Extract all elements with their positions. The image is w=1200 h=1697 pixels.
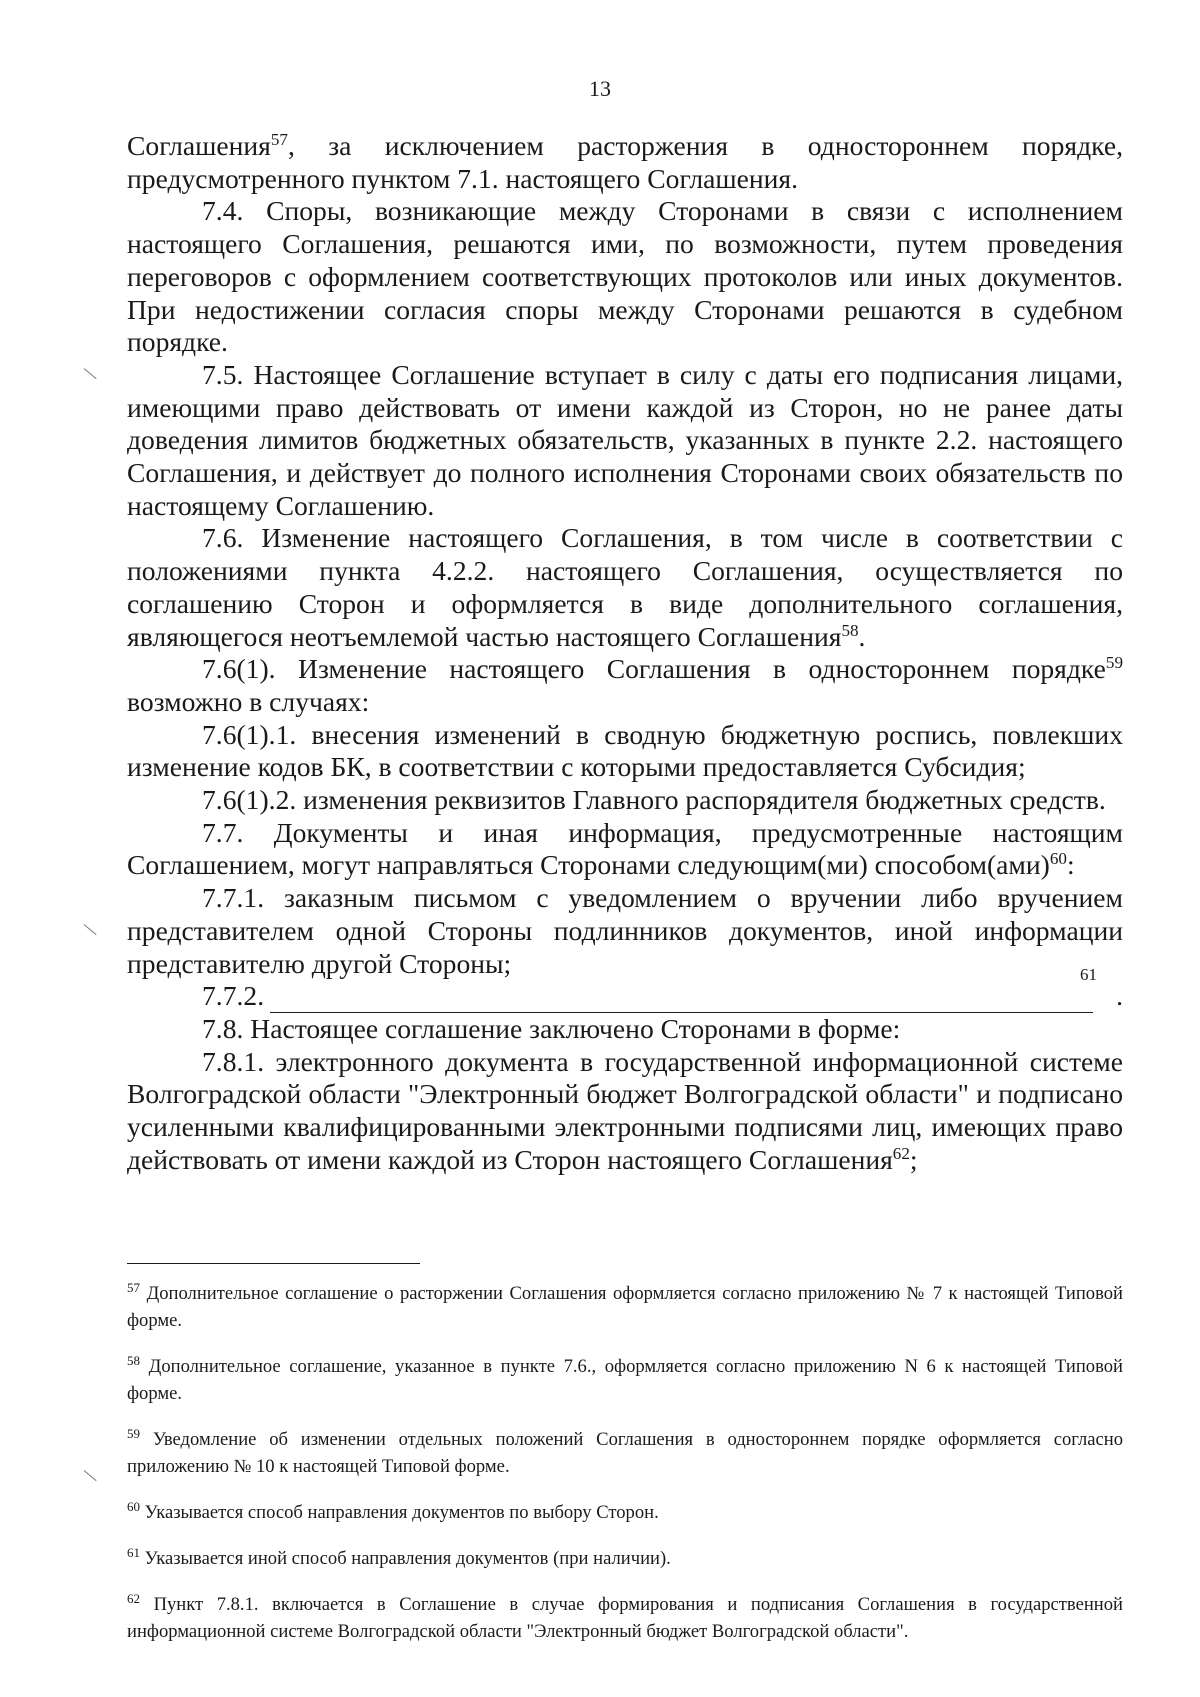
paragraph-7-6-1: 7.6(1). Изменение настоящего Соглашения в одностороннем порядке$^{59}$ возможно в случаях: — [127, 653, 1123, 717]
paragraph-7-4: 7.4. Споры, возникающие между Сторонами в связи с исполнением настоящего Соглашения, решаются ими, по возможности, путем проведения переговоров с оформлением соответствующих протоколов или иных документов. При недостижении согласия споры между Сторонами решаются в судебном порядке. — [127, 195, 1123, 358]
page-number: 13 — [589, 76, 611, 101]
paragraph-7-7: 7.7. Документы и иная информация, предусмотренные настоящим Соглашением, могут направляться Сторонами следующим(ми) способом(ами)$^{60}$: — [127, 816, 1123, 881]
footnote-58: $^{58}$ Дополнительное соглашение, указанное в пункте 7.6., оформляется согласно приложению N 6 к настоящей Типовой форме. — [127, 1352, 1124, 1404]
footnote-ref-58: 58 — [841, 620, 859, 640]
footnote-ref-61: 61 — [1080, 964, 1097, 984]
footnote-ref-62: 62 — [892, 1143, 910, 1163]
paragraph-7-6-1-2: 7.6(1).2. изменения реквизитов Главного распорядителя бюджетных средств. — [202, 784, 1106, 816]
paragraph-7-8-1: 7.8.1. электронного документа в государственной информационной системе Волгоградской области "Электронный бюджет Волгоградской области" и подписано усиленными квалифицированными электронными подписями лиц, имеющих право действовать от имени каждой из Сторон настоящего Соглашения$^{62}$; — [127, 1045, 1123, 1175]
paragraph-7-6: 7.6. Изменение настоящего Соглашения, в том числе в соответствии с положениями пункта 4.2.2. настоящего Соглашения, осуществляется по соглашению Сторон и оформляется в виде дополнительного соглашения, являющегося неотъемлемой частью настоящего Соглашения$^{58}$. — [127, 522, 1123, 652]
paragraph-7-5: 7.5. Настоящее Соглашение вступает в силу с даты его подписания лицами, имеющими право действовать от имени каждой из Сторон, но не ранее даты доведения лимитов бюджетных обязательств, указанных в пункте 2.2. настоящего Соглашения, и действует до полного исполнения Сторонами своих обязательств по настоящему Соглашению. — [127, 358, 1123, 521]
paragraph-7-3-continuation: Соглашения$^{57}$, за исключением расторжения в одностороннем порядке, предусмотренного пунктом 7.1. настоящего Соглашения. — [127, 129, 1123, 194]
paragraph-7-7-2-label: 7.7.2. — [202, 980, 265, 1012]
scan-artifact-mark — [84, 1464, 98, 1478]
scan-artifact-mark — [84, 362, 98, 376]
footnote-57: $^{57}$ Дополнительное соглашение о расторжении Соглашения оформляется согласно приложению № 7 к настоящей Типовой форме. — [127, 1279, 1123, 1331]
footnote-ref-59: 59 — [1105, 653, 1123, 673]
footnote-separator — [127, 1263, 420, 1264]
footnotes — [127, 1280, 1123, 1664]
paragraph-7-7-2-period: . — [1116, 980, 1123, 1012]
scan-artifact-mark — [84, 918, 98, 932]
footnote-ref-57: 57 — [270, 129, 288, 149]
paragraph-7-6-1-1: 7.6(1).1. внесения изменений в сводную бюджетную роспись, повлекших изменение кодов БК, в соответствии с которыми предоставляется Субсидия; — [127, 718, 1123, 783]
paragraph-7-8: 7.8. Настоящее соглашение заключено Сторонами в форме: — [202, 1012, 901, 1044]
paragraph-7-7-2 — [127, 964, 1123, 1013]
footnote-61: $^{61}$ Указывается иной способ направления документов (при наличии). — [127, 1544, 671, 1569]
footnote-60: $^{60}$ Указывается способ направления документов по выбору Сторон. — [127, 1498, 659, 1523]
footnote-ref-60: 60 — [1049, 849, 1067, 869]
paragraph-7-7-1: 7.7.1. заказным письмом с уведомлением о вручении либо вручением представителем одной Стороны подлинников документов, иной информации представителю другой Стороны; — [127, 882, 1123, 979]
footnote-62: $^{62}$ Пункт 7.8.1. включается в Соглашение в случае формирования и подписания Соглашения в государственной информационной системе Волгоградской области "Электронный бюджет Волгоградской области". — [127, 1590, 1123, 1642]
fill-in-blank-line — [270, 964, 1097, 1013]
document-body — [127, 130, 1123, 1177]
footnote-59: $^{59}$ Уведомление об изменении отдельных положений Соглашения в одностороннем порядке оформляется согласно приложению № 10 к настоящей Типовой форме. — [127, 1425, 1124, 1477]
